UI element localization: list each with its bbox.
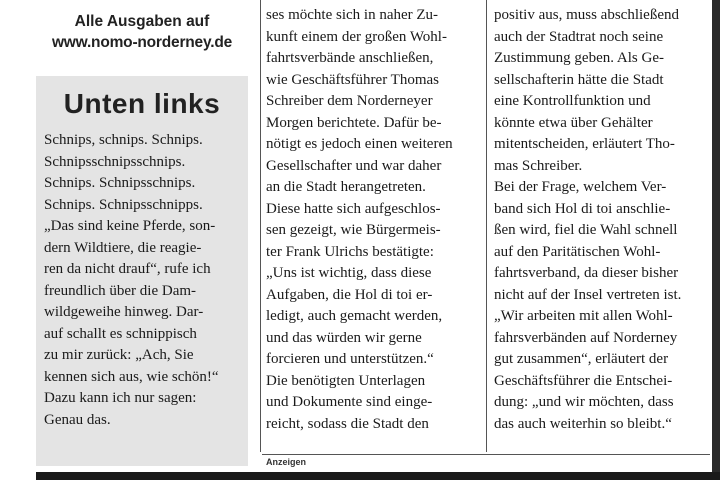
article-line: nicht auf der Insel vertreten ist. [494, 286, 682, 303]
page-edge [712, 0, 720, 472]
article-line: Zustimmung geben. Als Ge- [494, 50, 664, 66]
article-line: kunft einem der großen Wohl- [266, 28, 447, 45]
article-line: könnte etwa über Gehälter [494, 114, 653, 131]
promo-box [36, 0, 248, 70]
article-line: Schreiber dem Norderneyer [266, 93, 433, 109]
gloss-line: auf schallt es schnippisch [44, 325, 197, 342]
gloss-line: ren da nicht drauf“, rufe ich [44, 261, 211, 277]
gloss-line: „Das sind keine Pferde, son- [44, 218, 216, 234]
promo-line-1: Alle Ausgaben auf [74, 13, 210, 30]
article-line: mas Schreiber. [494, 157, 583, 174]
gloss-text [44, 130, 240, 431]
article-line: forcieren und unterstützen.“ [266, 351, 434, 367]
gloss-line: kennen sich aus, wie schön!“ [44, 368, 219, 385]
gloss-line: wildgeweihe hinweg. Dar- [44, 304, 204, 320]
article-column-right [494, 5, 714, 435]
ads-divider [262, 454, 710, 455]
article-line: fahrtsverband, da dieser bisher [494, 265, 679, 281]
article-line: nötigt es jedoch einen weiteren [266, 136, 453, 152]
article-line: an die Stadt herangetreten. [266, 179, 426, 195]
article-line: „Uns ist wichtig, dass diese [266, 265, 432, 281]
gloss-line: Schnips, schnips. Schnips. [44, 132, 203, 148]
promo-url[interactable]: www.nomo-norderney.de [51, 34, 233, 51]
article-line: Morgen berichtete. Dafür be- [266, 114, 442, 131]
article-line: fahrsverbänden auf Norderney [494, 329, 678, 346]
article-line: ter Frank Ulrichs bestätigte: [266, 243, 434, 260]
article-line: auch der Stadtrat noch seine [494, 28, 664, 45]
article-line: ledigt, auch gemacht werden, [266, 308, 443, 324]
column-rule [486, 0, 487, 452]
article-line: Gesellschafter und war daher [266, 157, 442, 174]
article-line: Geschäftsführer die Entschei- [494, 372, 673, 389]
article-line: sen gezeigt, wie Bürgermeis- [266, 222, 441, 238]
article-line: reicht, sodass die Stadt den [266, 415, 429, 432]
article-line: band sich Hol di toi anschlie- [494, 200, 671, 217]
article-line: sellschafterin hätte die Stadt [494, 71, 664, 88]
gloss-line: Dazu kann ich nur sagen: [44, 390, 197, 406]
article-line: positiv aus, muss abschließend [494, 7, 679, 23]
gloss-line: freundlich über die Dam- [44, 282, 197, 299]
article-line: und Dokumente sind einge- [266, 394, 433, 410]
left-column [36, 0, 248, 466]
article-line: und das würden wir gerne [266, 329, 422, 346]
gloss-line: Schnips. Schnipsschnips. [44, 175, 196, 191]
article-line: „Wir arbeiten mit allen Wohl- [494, 308, 673, 324]
article-line: das auch weiterhin so bleibt.“ [494, 415, 672, 432]
article-line: mitentscheiden, erläutert Tho- [494, 136, 675, 152]
article-line: wie Geschäftsführer Thomas [266, 71, 439, 88]
gloss-box [36, 76, 248, 466]
article-line: gut zusammen“, erläutert der [494, 351, 669, 367]
article-line: dung: „und wir möchten, dass [494, 394, 674, 410]
gloss-line: zu mir zurück: „Ach, Sie [44, 347, 194, 363]
gloss-line: Schnips. Schnipsschnipps. [44, 196, 203, 213]
article-line: eine Kontrollfunktion und [494, 93, 651, 109]
column-rule [260, 0, 261, 452]
gloss-line: dern Wildtiere, die reagie- [44, 239, 202, 256]
gloss-line: Genau das. [44, 411, 111, 428]
article-line: ßen wird, fiel die Wahl schnell [494, 222, 678, 238]
article-line: fahrtsverbände anschließen, [266, 50, 434, 66]
bottom-bar [36, 472, 720, 480]
article-line: Bei der Frage, welchem Ver- [494, 179, 667, 195]
article-column-middle [266, 5, 478, 435]
gloss-title: Unten links [63, 88, 221, 119]
article-line: Die benötigten Unterlagen [266, 372, 426, 389]
article-line: Aufgaben, die Hol di toi er- [266, 286, 433, 303]
article-line: Diese hatte sich aufgeschlos- [266, 200, 441, 217]
gloss-line: Schnipsschnipsschnips. [44, 153, 186, 170]
article-line: ses möchte sich in naher Zu- [266, 7, 439, 23]
ads-label: Anzeigen [266, 457, 307, 467]
article-line: auf den Paritätischen Wohl- [494, 243, 661, 260]
